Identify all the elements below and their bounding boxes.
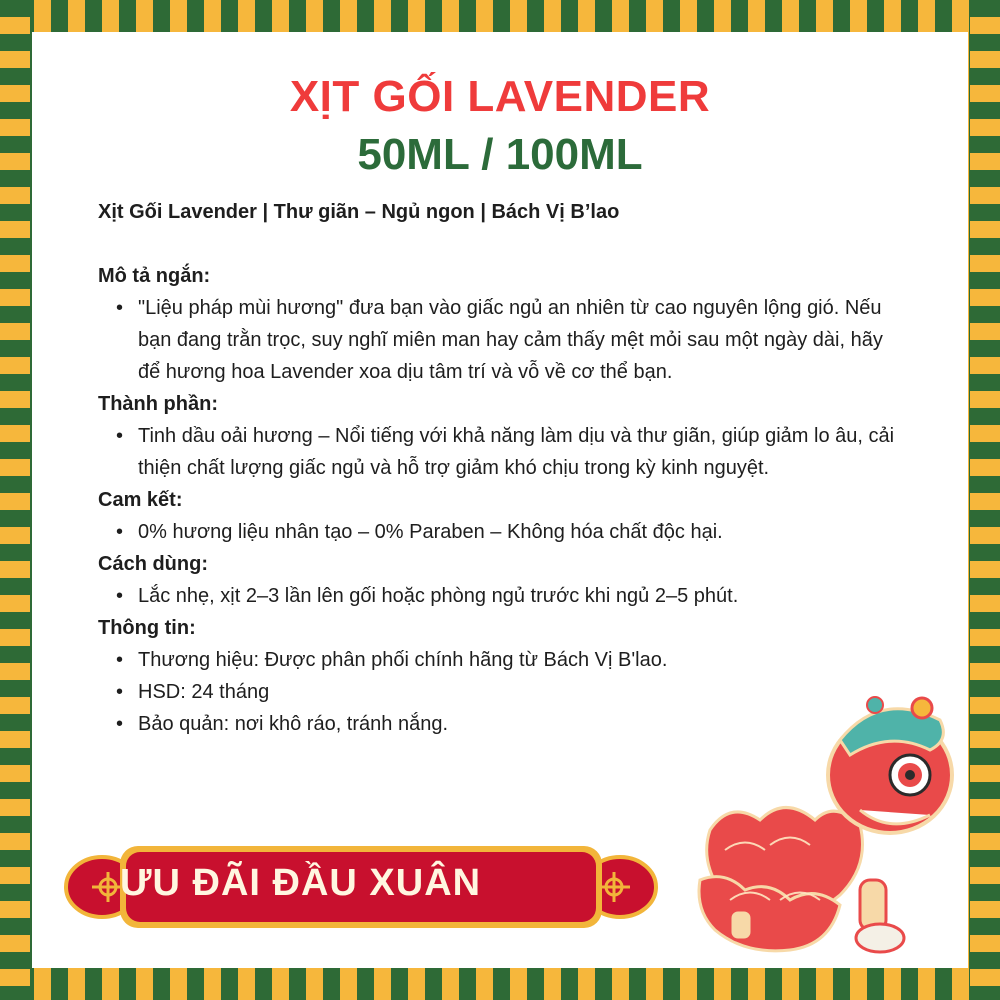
ingredients-list xyxy=(98,420,908,484)
promo-banner-label: ƯU ĐÃI ĐẦU XUÂN xyxy=(120,862,482,904)
product-title: XỊT GỐI LAVENDER xyxy=(289,72,711,121)
list-item: • 0% hương liệu nhân tạo – 0% Paraben – Không hóa chất độc hại. xyxy=(138,516,908,548)
section-heading-ingredients: Thành phần: xyxy=(98,393,218,415)
usage-list xyxy=(98,580,908,612)
list-item: • Tinh dầu oải hương – Nổi tiếng với khả năng làm dịu và thư giãn, giúp giảm lo âu, cải thiện chất lượng giấc ngủ và hỗ trợ giảm khó chịu trong kỳ kinh nguyệt. xyxy=(138,420,908,484)
product-subtitle: Xịt Gối Lavender | Thư giãn – Ngủ ngon | Bách Vị B’lao xyxy=(98,201,620,223)
list-item: • HSD: 24 tháng xyxy=(138,676,908,708)
section-heading-usage: Cách dùng: xyxy=(98,553,208,575)
commitment-list xyxy=(98,516,908,548)
section-heading-info: Thông tin: xyxy=(98,617,196,639)
lion-dance-icon xyxy=(670,680,970,970)
list-item: • Lắc nhẹ, xịt 2–3 lần lên gối hoặc phòng ngủ trước khi ngủ 2–5 phút. xyxy=(138,580,908,612)
section-heading-description: Mô tả ngắn: xyxy=(98,265,211,287)
description-list xyxy=(98,292,908,388)
list-item: • "Liệu pháp mùi hương" đưa bạn vào giấc ngủ an nhiên từ cao nguyên lộng gió. Nếu bạn đang trằn trọc, suy nghĩ miên man hay cảm thấy mệt mỏi sau một ngày dài, hãy để hương hoa Lavender xoa dịu tâm trí và vỗ về cơ thể bạn. xyxy=(138,292,908,388)
list-item: • Thương hiệu: Được phân phối chính hãng từ Bách Vị B'lao. xyxy=(138,644,908,676)
border-bottom xyxy=(0,970,1000,1000)
border-top xyxy=(0,0,1000,30)
product-volume: 50ML / 100ML xyxy=(357,130,643,179)
section-heading-commitment: Cam kết: xyxy=(98,489,183,511)
product-description xyxy=(98,196,908,740)
list-item: • Bảo quản: nơi khô ráo, tránh nắng. xyxy=(138,708,908,740)
